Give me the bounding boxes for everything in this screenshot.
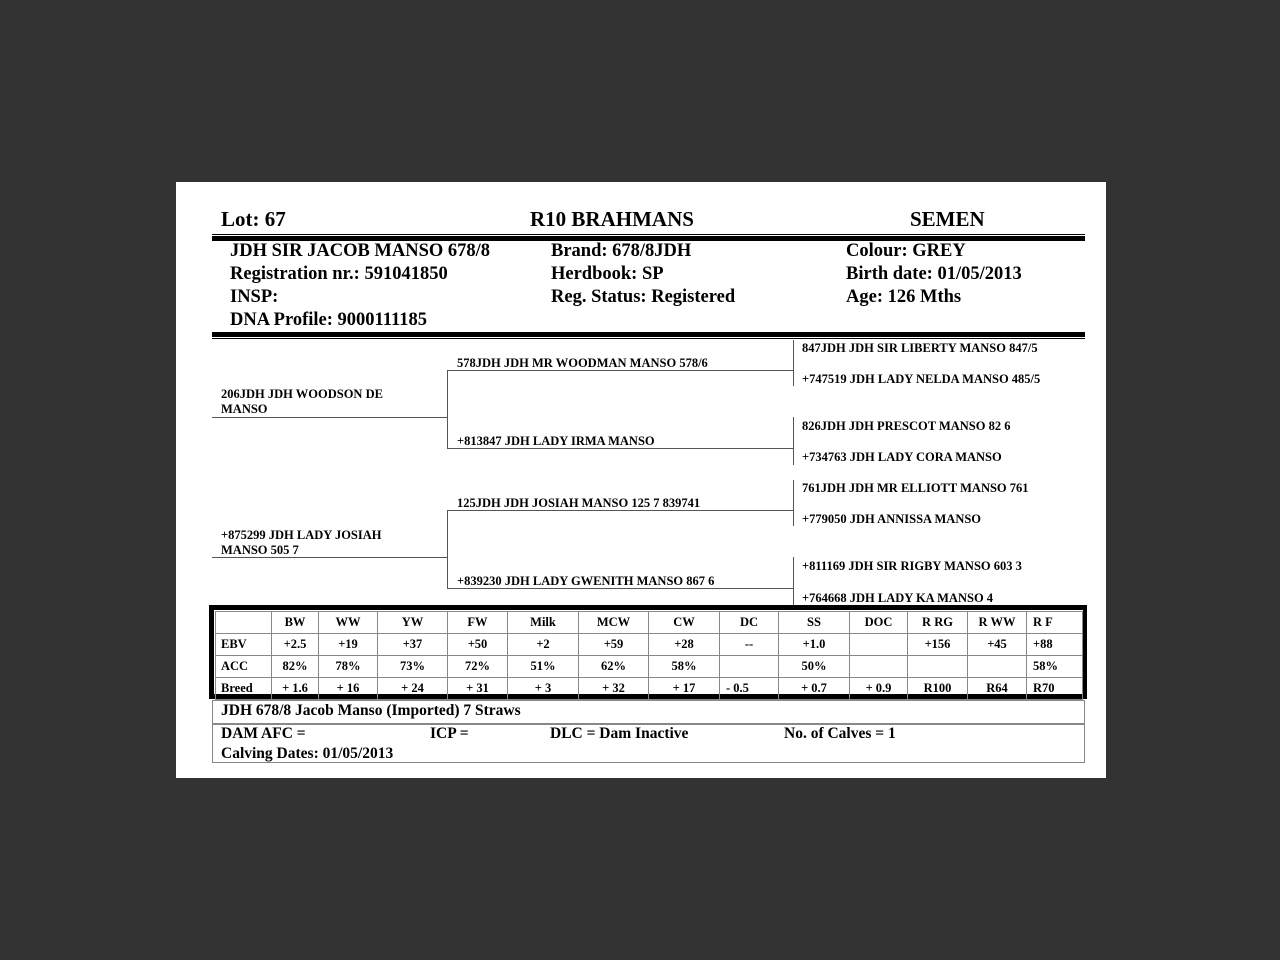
dam-sire-line <box>447 510 793 511</box>
table-cell: + 31 <box>448 678 508 700</box>
pedigree-dam-dam: +839230 JDH LADY GWENITH MANSO 867 6 <box>457 574 715 588</box>
header-cell: R RG <box>908 612 968 634</box>
table-cell <box>908 656 968 678</box>
lot-card <box>176 182 1106 778</box>
table-cell: R70 <box>1027 678 1083 700</box>
dam-sire-bracket <box>793 480 794 526</box>
breed-title: R10 BRAHMANS <box>530 207 694 231</box>
table-cell: 72% <box>448 656 508 678</box>
header-cell: R WW <box>968 612 1027 634</box>
registration-number: Registration nr.: 591041850 <box>230 264 448 284</box>
product-type: SEMEN <box>910 207 985 231</box>
table-cell: + 0.9 <box>850 678 908 700</box>
table-cell: +2.5 <box>272 634 319 656</box>
table-cell: 73% <box>378 656 448 678</box>
header-cell <box>216 612 272 634</box>
ggp-6: +779050 JDH ANNISSA MANSO <box>802 512 982 526</box>
table-cell: +156 <box>908 634 968 656</box>
table-cell: -- <box>720 634 779 656</box>
birth-date: Birth date: 01/05/2013 <box>846 264 1022 284</box>
dam-line <box>212 557 448 558</box>
table-cell: + 3 <box>508 678 579 700</box>
dam-afc: DAM AFC = <box>221 725 306 742</box>
header-cell: DC <box>720 612 779 634</box>
header-cell: DOC <box>850 612 908 634</box>
header-cell: SS <box>779 612 850 634</box>
row-label: EBV <box>216 634 272 656</box>
header-cell: Milk <box>508 612 579 634</box>
reg-status: Reg. Status: Registered <box>551 287 736 307</box>
header-cell: MCW <box>579 612 649 634</box>
table-cell: 78% <box>319 656 378 678</box>
table-cell: 58% <box>1027 656 1083 678</box>
title-rule-thin <box>212 234 1085 235</box>
sire-sire-bracket <box>793 340 794 386</box>
ggp-4: +734763 JDH LADY CORA MANSO <box>802 450 1002 464</box>
header-cell: R F <box>1027 612 1083 634</box>
brand: Brand: 678/8JDH <box>551 241 692 261</box>
dam-dam-bracket <box>793 557 794 605</box>
ebv-row <box>216 634 1083 656</box>
table-cell: +19 <box>319 634 378 656</box>
age: Age: 126 Mths <box>846 287 962 307</box>
table-cell: - 0.5 <box>720 678 779 700</box>
header-cell: YW <box>378 612 448 634</box>
breed-row <box>216 678 1083 700</box>
animal-name: JDH SIR JACOB MANSO 678/8 <box>230 241 491 261</box>
ebv-table <box>215 611 1083 700</box>
table-cell: +45 <box>968 634 1027 656</box>
table-cell <box>720 656 779 678</box>
herdbook: Herdbook: SP <box>551 264 664 284</box>
table-cell: +1.0 <box>779 634 850 656</box>
straws-description: JDH 678/8 Jacob Manso (Imported) 7 Straws <box>221 702 521 719</box>
ggp-7: +811169 JDH SIR RIGBY MANSO 603 3 <box>802 559 1022 573</box>
header-cell: CW <box>649 612 720 634</box>
table-cell: 58% <box>649 656 720 678</box>
table-cell: +37 <box>378 634 448 656</box>
pedigree-sire-line2: MANSO <box>221 402 268 416</box>
header-cell: BW <box>272 612 319 634</box>
info-rule-thick <box>212 332 1085 337</box>
calving-dates: Calving Dates: 01/05/2013 <box>221 745 394 762</box>
table-cell: 62% <box>579 656 649 678</box>
header-cell: WW <box>319 612 378 634</box>
ggp-2: +747519 JDH LADY NELDA MANSO 485/5 <box>802 372 1041 386</box>
pedigree-dam-line2: MANSO 505 7 <box>221 543 299 557</box>
table-cell <box>850 634 908 656</box>
table-cell: +28 <box>649 634 720 656</box>
pedigree-sire <box>221 387 383 417</box>
icp: ICP = <box>430 725 469 742</box>
pedigree-sire-sire: 578JDH JDH MR WOODMAN MANSO 578/6 <box>457 356 708 370</box>
sire-bracket <box>447 370 448 449</box>
dam-bracket <box>447 510 448 589</box>
sire-line <box>212 417 448 418</box>
row-label: ACC <box>216 656 272 678</box>
sire-sire-line <box>447 370 793 371</box>
table-cell: 50% <box>779 656 850 678</box>
pedigree-sire-dam: +813847 JDH LADY IRMA MANSO <box>457 434 655 448</box>
table-cell: + 24 <box>378 678 448 700</box>
acc-row <box>216 656 1083 678</box>
table-cell: + 32 <box>579 678 649 700</box>
ebv-header-row <box>216 612 1083 634</box>
table-cell: +88 <box>1027 634 1083 656</box>
pedigree-sire-line1: 206JDH JDH WOODSON DE <box>221 387 383 401</box>
pedigree-dam <box>221 528 382 558</box>
table-cell: +50 <box>448 634 508 656</box>
table-cell: 51% <box>508 656 579 678</box>
sire-dam-line <box>447 448 793 449</box>
insp: INSP: <box>230 287 279 307</box>
header-cell: FW <box>448 612 508 634</box>
table-cell: + 1.6 <box>272 678 319 700</box>
dlc: DLC = Dam Inactive <box>550 725 689 742</box>
table-cell: R100 <box>908 678 968 700</box>
ggp-3: 826JDH JDH PRESCOT MANSO 82 6 <box>802 419 1011 433</box>
pedigree-dam-line1: +875299 JDH LADY JOSIAH <box>221 528 382 542</box>
sire-dam-bracket <box>793 417 794 465</box>
table-cell: + 16 <box>319 678 378 700</box>
colour: Colour: GREY <box>846 241 966 261</box>
pedigree-dam-sire: 125JDH JDH JOSIAH MANSO 125 7 839741 <box>457 496 701 510</box>
ggp-5: 761JDH JDH MR ELLIOTT MANSO 761 <box>802 481 1029 495</box>
table-cell: + 0.7 <box>779 678 850 700</box>
table-cell <box>968 656 1027 678</box>
table-cell: R64 <box>968 678 1027 700</box>
table-cell: + 17 <box>649 678 720 700</box>
row-label: Breed <box>216 678 272 700</box>
table-cell: +59 <box>579 634 649 656</box>
number-of-calves: No. of Calves = 1 <box>784 725 896 742</box>
table-cell <box>850 656 908 678</box>
ggp-8: +764668 JDH LADY KA MANSO 4 <box>802 591 994 605</box>
dna-profile: DNA Profile: 9000111185 <box>230 310 427 330</box>
table-cell: 82% <box>272 656 319 678</box>
dam-dam-line <box>447 588 793 589</box>
ggp-1: 847JDH JDH SIR LIBERTY MANSO 847/5 <box>802 341 1038 355</box>
info-rule-thin <box>212 338 1085 339</box>
lot-number: Lot: 67 <box>221 207 286 231</box>
table-cell: +2 <box>508 634 579 656</box>
